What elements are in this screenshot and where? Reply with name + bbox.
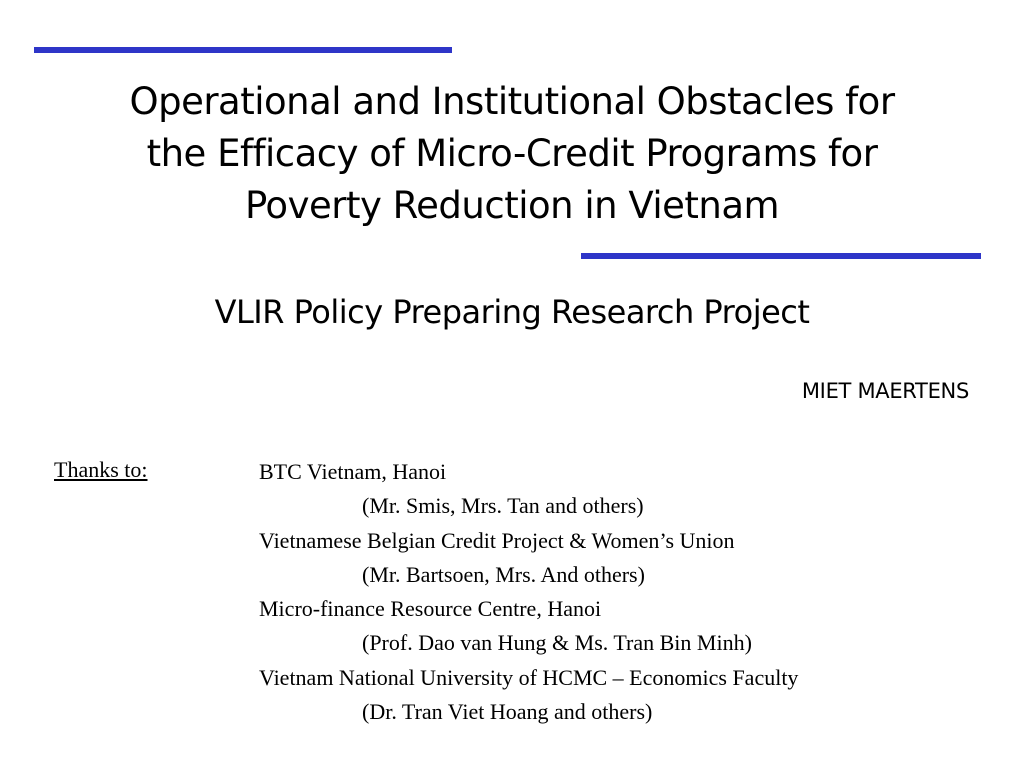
- bottom-accent-rule: [581, 253, 981, 259]
- acknowledgement-people: (Mr. Bartsoen, Mrs. And others): [362, 561, 645, 587]
- acknowledgement-people: (Mr. Smis, Mrs. Tan and others): [362, 493, 644, 519]
- author-name: MIET MAERTENS: [801, 379, 969, 403]
- top-accent-rule: [34, 47, 452, 53]
- slide-subtitle: VLIR Policy Preparing Research Project: [214, 293, 810, 331]
- title-line: Operational and Institutional Obstacles for: [129, 80, 895, 123]
- title-line: the Efficacy of Micro-Credit Programs for: [146, 132, 878, 175]
- acknowledgement-organization: Vietnamese Belgian Credit Project & Women’s Union: [259, 527, 735, 553]
- acknowledgement-organization: BTC Vietnam, Hanoi: [259, 459, 447, 484]
- acknowledgement-entry: [259, 661, 798, 730]
- thanks-label: Thanks to:: [54, 457, 148, 482]
- acknowledgement-people: (Prof. Dao van Hung & Ms. Tran Bin Minh): [362, 630, 752, 656]
- slide-title: [40, 76, 984, 232]
- acknowledgement-organization: Micro-finance Resource Centre, Hanoi: [259, 596, 602, 622]
- acknowledgement-entry: [259, 592, 798, 661]
- acknowledgement-organization: Vietnam National University of HCMC – Economics Faculty: [259, 664, 799, 690]
- acknowledgement-people: (Dr. Tran Viet Hoang and others): [362, 699, 653, 725]
- title-line: Poverty Reduction in Vietnam: [244, 184, 780, 227]
- acknowledgement-entry: [259, 455, 798, 524]
- acknowledgement-entry: [259, 524, 798, 593]
- acknowledgements-list: [259, 455, 798, 729]
